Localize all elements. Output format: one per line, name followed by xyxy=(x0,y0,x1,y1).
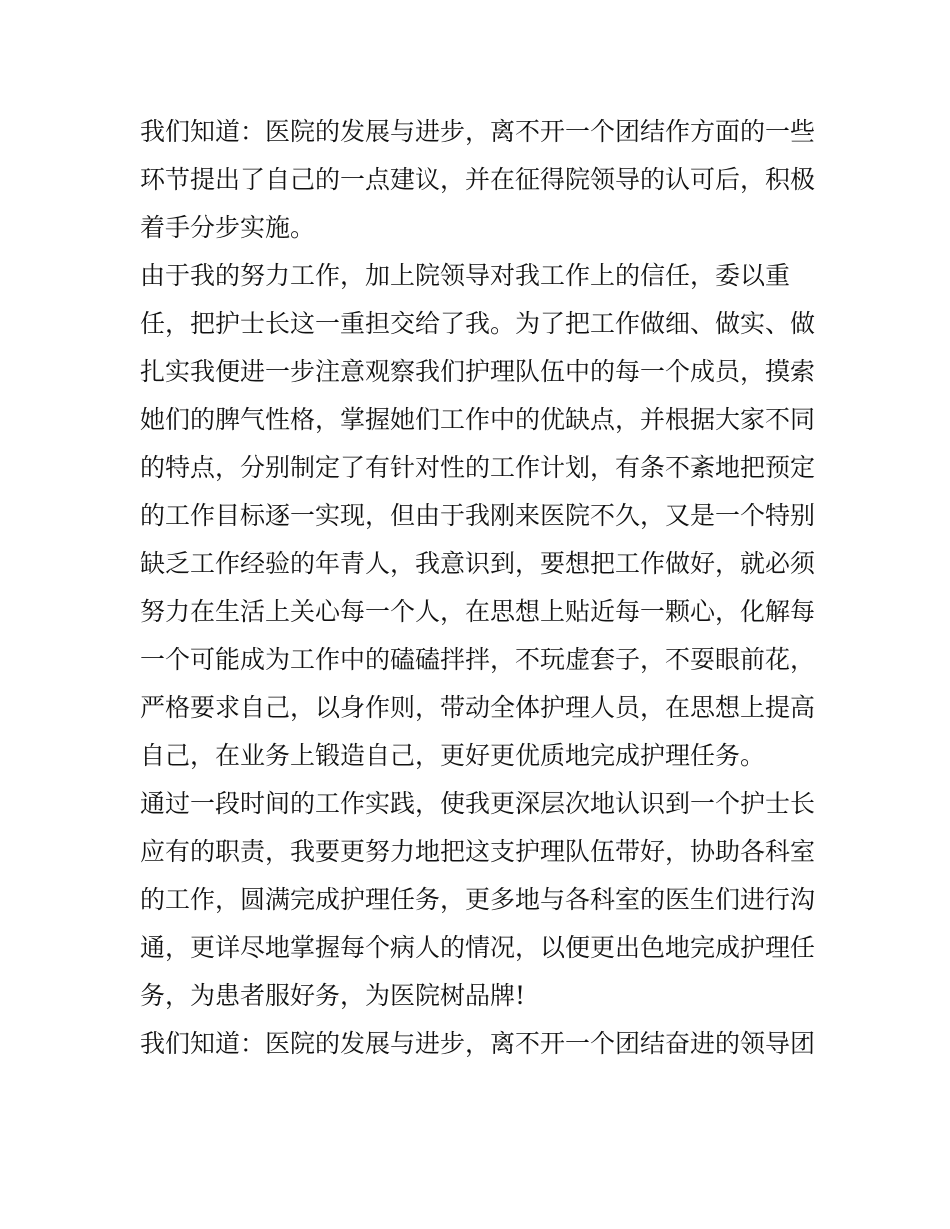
text-line: 的特点，分别制定了有针对性的工作计划，有条不紊地把预定 xyxy=(140,453,816,482)
text-line: 缺乏工作经验的年青人，我意识到，要想把工作做好，就必须 xyxy=(140,549,816,578)
paragraph-4 xyxy=(140,1020,816,1068)
text-line: 我们知道：医院的发展与进步，离不开一个团结作方面的一些 xyxy=(140,117,816,146)
text-line: 扎实我便进一步注意观察我们护理队伍中的每一个成员，摸索 xyxy=(140,357,816,386)
text-line: 她们的脾气性格，掌握她们工作中的优缺点，并根据大家不同 xyxy=(140,405,816,434)
text-line: 自己，在业务上锻造自己，更好更优质地完成护理任务。 xyxy=(140,741,766,770)
text-line: 通，更详尽地掌握每个病人的情况，以便更出色地完成护理任 xyxy=(140,933,816,962)
document-body xyxy=(140,108,816,1068)
text-line: 应有的职责，我要更努力地把这支护理队伍带好，协助各科室 xyxy=(140,837,816,866)
text-line: 任，把护士长这一重担交给了我。为了把工作做细、做实、做 xyxy=(140,309,816,338)
text-line: 环节提出了自己的一点建议，并在征得院领导的认可后，积极 xyxy=(140,165,816,194)
text-line: 严格要求自己，以身作则，带动全体护理人员，在思想上提高 xyxy=(140,693,816,722)
paragraph-2 xyxy=(140,252,816,780)
text-line: 着手分步实施。 xyxy=(140,213,316,242)
text-line: 的工作目标逐一实现，但由于我刚来医院不久，又是一个特别 xyxy=(140,501,816,530)
text-line: 的工作，圆满完成护理任务，更多地与各科室的医生们进行沟 xyxy=(140,885,816,914)
text-line: 我们知道：医院的发展与进步，离不开一个团结奋进的领导团 xyxy=(140,1029,816,1058)
paragraph-1 xyxy=(140,108,816,252)
text-line: 努力在生活上关心每一个人，在思想上贴近每一颗心，化解每 xyxy=(140,597,816,626)
paragraph-3 xyxy=(140,780,816,1020)
text-line: 务，为患者服好务，为医院树品牌! xyxy=(140,981,526,1010)
text-line: 通过一段时间的工作实践，使我更深层次地认识到一个护士长 xyxy=(140,789,816,818)
text-line: 由于我的努力工作，加上院领导对我工作上的信任，委以重 xyxy=(140,261,791,290)
text-line: 一个可能成为工作中的磕磕拌拌，不玩虚套子，不耍眼前花， xyxy=(140,645,816,674)
